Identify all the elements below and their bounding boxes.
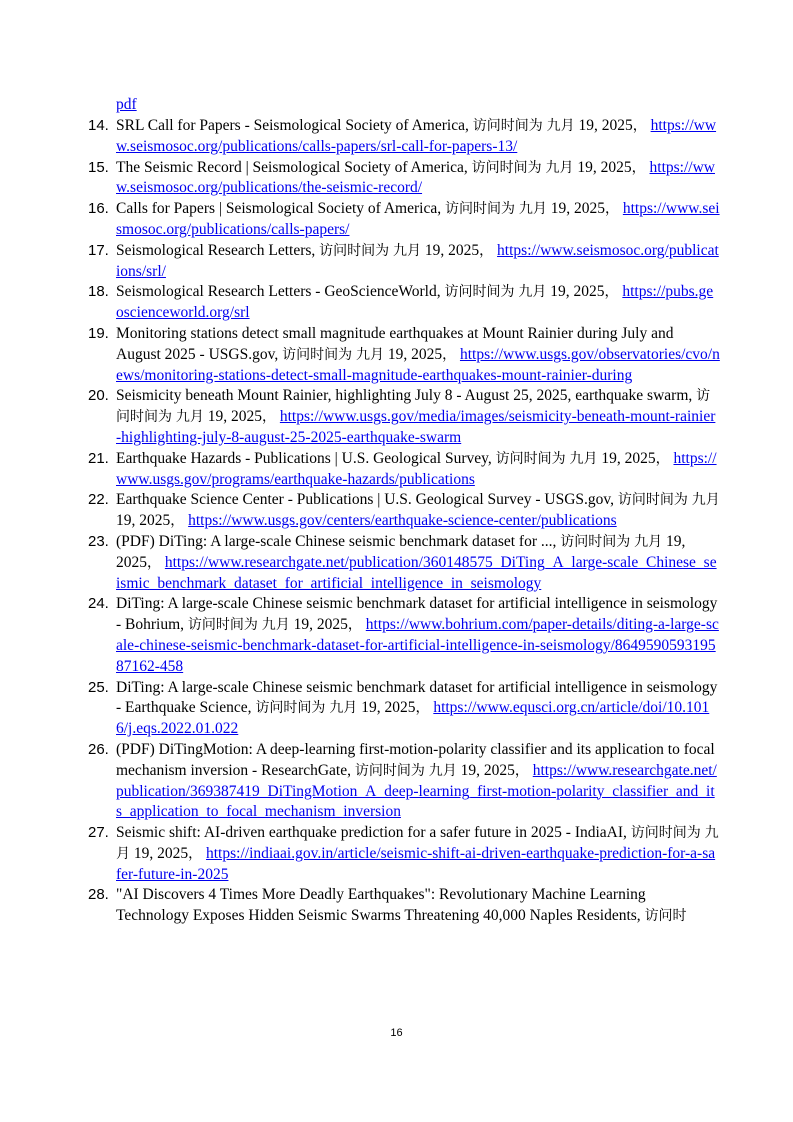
pdf-link[interactable]: pdf bbox=[116, 96, 137, 113]
accessed-month: 九月 bbox=[428, 762, 457, 779]
lead-continuation bbox=[116, 95, 137, 116]
accessed-month: 九月 bbox=[329, 700, 358, 717]
reference-item bbox=[88, 116, 720, 158]
reference-number: 19. bbox=[88, 324, 109, 342]
accessed-month: 九月 bbox=[545, 159, 574, 176]
page-number: 16 bbox=[390, 1027, 403, 1039]
accessed-label: 访问时间为 bbox=[472, 118, 543, 134]
reference-number: 15. bbox=[88, 158, 109, 176]
reference-number: 17. bbox=[88, 241, 109, 259]
reference-number: 28. bbox=[88, 886, 109, 904]
comma-separator: ， bbox=[442, 346, 457, 363]
reference-url-link[interactable]: https://www.seismosoc.org/publications/calls-papers/ bbox=[116, 200, 720, 238]
accessed-label: 访问时间为 bbox=[354, 762, 425, 779]
accessed-month: 九月 bbox=[569, 450, 598, 467]
accessed-label: 访问时间为 bbox=[319, 242, 390, 259]
reference-url-link[interactable]: https://www.equsci.org.cn/article/doi/10.1016/j.eqs.2022.01.022 bbox=[116, 699, 710, 738]
comma-separator: ， bbox=[632, 118, 647, 134]
accessed-month: 九月 bbox=[634, 533, 663, 550]
comma-separator: ， bbox=[479, 242, 494, 259]
reference-item bbox=[88, 386, 720, 448]
comma-separator: ， bbox=[631, 159, 646, 176]
reference-url-link[interactable]: https://pubs.geoscienceworld.org/srl bbox=[116, 283, 714, 322]
reference-title: Monitoring stations detect small magnitude earthquakes at Mount Rainier during July and August 2025 - USGS.gov, bbox=[116, 324, 674, 363]
reference-url-link[interactable]: https://www.usgs.gov/observatories/cvo/news/monitoring-stations-detect-small-magnitude-earthquakes-mount-rainier-during bbox=[116, 345, 720, 384]
reference-url-link[interactable]: https://www.researchgate.net/publication/360148575_DiTing_A_large-scale_Chinese_seismic_benchmark_dataset_for_artificial_intelligence_in_seismology bbox=[116, 553, 717, 592]
accessed-label: 访问时间为 bbox=[282, 346, 353, 363]
accessed-label: 访问时间为 bbox=[255, 700, 326, 717]
reference-url-link[interactable]: https://www.usgs.gov/centers/earthquake-science-center/publications bbox=[188, 512, 617, 530]
accessed-date: 19, 2025 bbox=[601, 449, 656, 467]
accessed-label: 访问时间为 bbox=[630, 825, 701, 842]
accessed-label: 访问时间为 bbox=[187, 617, 258, 634]
reference-title: Seismological Research Letters - GeoScienceWorld, bbox=[116, 283, 441, 301]
reference-number: 24. bbox=[88, 595, 109, 613]
reference-item bbox=[88, 241, 720, 283]
comma-separator: ， bbox=[262, 409, 276, 426]
reference-url-link[interactable]: https://www.seismosoc.org/publications/the-seismic-record/ bbox=[116, 158, 715, 197]
reference-title: (PDF) DiTingMotion: A deep-learning first-motion-polarity classifier and its application to focal mechanism inversion - ResearchGate, bbox=[116, 740, 715, 779]
reference-title: Seismological Research Letters, bbox=[116, 241, 316, 259]
reference-title: DiTing: A large-scale Chinese seismic benchmark dataset for artificial intelligence in seismology - Earthquake Science, bbox=[116, 678, 718, 717]
reference-title: Calls for Papers | Seismological Society of America, bbox=[116, 200, 442, 218]
reference-url-link[interactable]: https://www.bohrium.com/paper-details/diting-a-large-scale-chinese-seismic-benchmark-dataset-for-artificial-intelligence-in-seismology/864959059319587162-458 bbox=[116, 616, 719, 675]
accessed-month: 九月 bbox=[261, 617, 290, 634]
comma-separator: ， bbox=[147, 554, 161, 571]
reference-number: 21. bbox=[88, 449, 109, 467]
comma-separator: ， bbox=[514, 762, 529, 779]
reference-url-link[interactable]: https://indiaai.gov.in/article/seismic-shift-ai-driven-earthquake-prediction-for-a-safer-future-in-2025 bbox=[116, 844, 716, 883]
accessed-label: 访问时间为 bbox=[560, 533, 631, 550]
accessed-date: 19, 2025 bbox=[460, 761, 515, 779]
comma-separator: ， bbox=[347, 617, 362, 634]
reference-title: DiTing: A large-scale Chinese seismic benchmark dataset for artificial intelligence in seismology - Bohrium, bbox=[116, 595, 718, 634]
comma-separator: ， bbox=[170, 513, 185, 530]
reference-item-partial bbox=[88, 885, 720, 927]
reference-item bbox=[88, 594, 720, 677]
reference-number: 22. bbox=[88, 491, 109, 509]
comma-separator: ， bbox=[655, 450, 670, 467]
comma-separator: ， bbox=[415, 700, 430, 717]
reference-title: "AI Discovers 4 Times More Deadly Earthquakes": Revolutionary Machine Learning Technology Exposes Hidden Seismic Swarms Threatening 40,000 Naples Residents, bbox=[116, 886, 646, 925]
reference-title: Seismicity beneath Mount Rainier, highlighting July 8 - August 25, 2025, earthquake swarm, bbox=[116, 387, 693, 405]
accessed-date: 19, 2025 bbox=[207, 408, 262, 426]
reference-title: (PDF) DiTing: A large-scale Chinese seismic benchmark dataset for ..., bbox=[116, 532, 557, 550]
accessed-date: 19, 2025 bbox=[116, 532, 686, 571]
accessed-date: 19, 2025 bbox=[578, 117, 633, 134]
accessed-label-partial: 访问时 bbox=[644, 908, 687, 925]
reference-url-link[interactable]: https://www.seismosoc.org/publications/calls-papers/srl-call-for-papers-13/ bbox=[116, 117, 717, 155]
reference-item bbox=[88, 823, 720, 885]
reference-title: The Seismic Record | Seismological Society of America, bbox=[116, 158, 468, 176]
reference-list bbox=[88, 116, 720, 927]
reference-number: 18. bbox=[88, 283, 109, 301]
reference-url-link[interactable]: https://www.usgs.gov/media/images/seismicity-beneath-mount-rainier-highlighting-july-8-august-25-2025-earthquake-swarm bbox=[116, 408, 716, 446]
reference-item bbox=[88, 324, 720, 386]
reference-url-link[interactable]: https://www.researchgate.net/publication/369387419_DiTingMotion_A_deep-learning_first-motion-polarity_classifier_and_its_application_to_focal_mechanism_inversion bbox=[116, 761, 717, 821]
accessed-month: 九月 bbox=[518, 201, 547, 218]
reference-number: 26. bbox=[88, 740, 109, 758]
accessed-label: 访问时间为 bbox=[444, 284, 515, 301]
accessed-label: 访问时间为 bbox=[617, 492, 688, 509]
reference-item bbox=[88, 282, 720, 324]
reference-number: 14. bbox=[88, 117, 109, 134]
comma-separator: ， bbox=[188, 845, 203, 862]
accessed-date: 19, 2025 bbox=[387, 345, 443, 363]
reference-url-link[interactable]: https://www.usgs.gov/programs/earthquake-hazards/publications bbox=[116, 449, 717, 488]
reference-number: 16. bbox=[88, 200, 109, 218]
reference-title: SRL Call for Papers - Seismological Society of America, bbox=[116, 117, 469, 134]
accessed-date: 19, 2025 bbox=[577, 158, 632, 176]
accessed-date: 19, 2025 bbox=[133, 844, 189, 862]
reference-number: 20. bbox=[88, 387, 109, 405]
reference-title: Seismic shift: AI-driven earthquake prediction for a safer future in 2025 - IndiaAI, bbox=[116, 824, 627, 842]
reference-item bbox=[88, 678, 720, 740]
accessed-month: 九月 bbox=[546, 118, 575, 134]
reference-number: 27. bbox=[88, 824, 109, 842]
accessed-month: 九月 bbox=[175, 409, 204, 426]
reference-item bbox=[88, 449, 720, 491]
comma-separator: ， bbox=[604, 201, 619, 218]
accessed-month: 九月 bbox=[518, 284, 547, 301]
accessed-date: 19, 2025 bbox=[293, 616, 348, 634]
accessed-date: 19, 2025 bbox=[424, 241, 480, 259]
reference-title: Earthquake Science Center - Publications | U.S. Geological Survey - USGS.gov, bbox=[116, 491, 614, 509]
accessed-month: 九月 bbox=[355, 346, 384, 363]
reference-item bbox=[88, 532, 720, 594]
accessed-label: 访问时间为 bbox=[495, 450, 566, 467]
accessed-month: 九月 bbox=[116, 825, 719, 862]
reference-url-link[interactable]: https://www.seismosoc.org/publications/srl/ bbox=[116, 241, 719, 280]
accessed-date: 19, 2025 bbox=[550, 200, 605, 218]
comma-separator: ， bbox=[604, 284, 619, 301]
accessed-label: 访问时间为 bbox=[116, 388, 711, 426]
accessed-date: 19, 2025 bbox=[116, 512, 171, 530]
reference-title: Earthquake Hazards - Publications | U.S. Geological Survey, bbox=[116, 449, 492, 467]
reference-number: 25. bbox=[88, 678, 109, 696]
reference-number: 23. bbox=[88, 532, 109, 550]
accessed-label: 访问时间为 bbox=[444, 201, 515, 218]
accessed-label: 访问时间为 bbox=[471, 159, 542, 176]
accessed-date: 19, 2025 bbox=[550, 283, 605, 301]
accessed-date: 19, 2025 bbox=[361, 699, 416, 717]
reference-item bbox=[88, 199, 720, 241]
reference-item bbox=[88, 740, 720, 823]
accessed-month: 九月 bbox=[691, 492, 720, 509]
accessed-month: 九月 bbox=[393, 242, 422, 259]
reference-item bbox=[88, 490, 720, 532]
reference-item bbox=[88, 158, 720, 200]
